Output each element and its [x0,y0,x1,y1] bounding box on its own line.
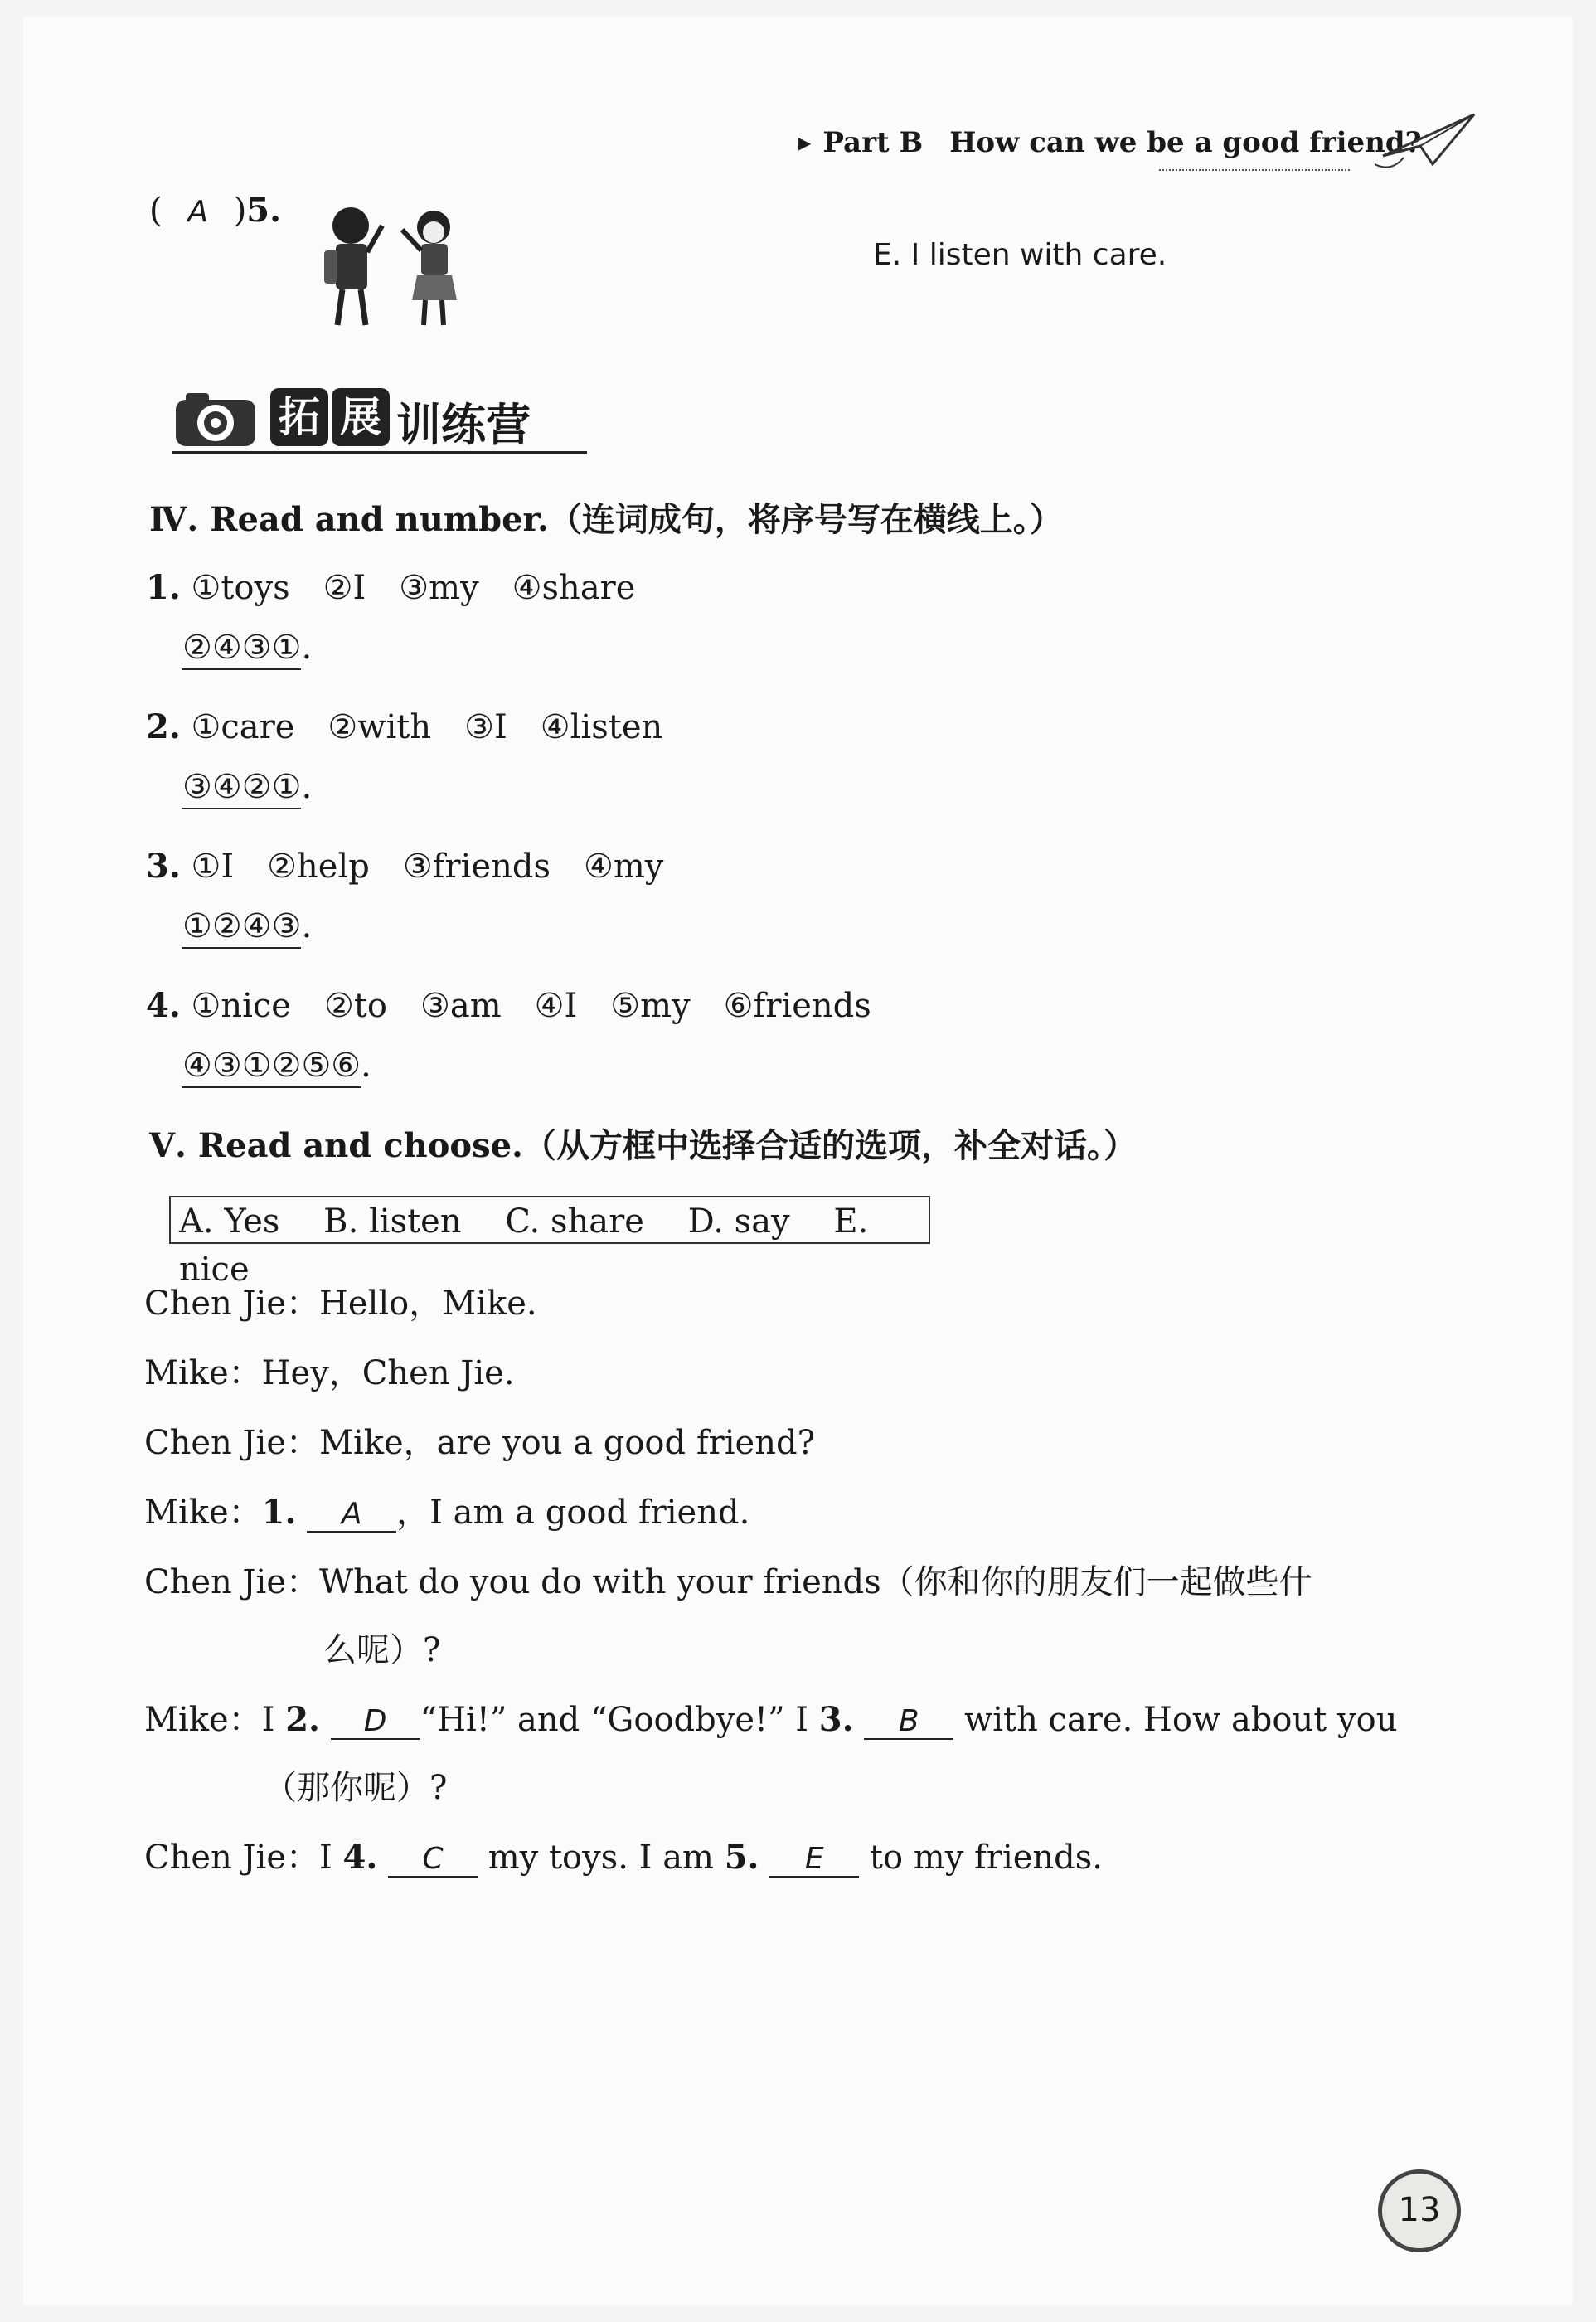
dialogue-line-6b: （那你呢）? [264,1769,448,1807]
workbook-page [23,17,1573,2305]
two-children-greeting-illustration [301,192,483,333]
option-b: B. listen [323,1202,462,1241]
section-4-heading: Ⅳ. Read and number.（连词成句，将序号写在横线上。） [149,500,1063,539]
paper-plane-icon [1375,106,1482,172]
page-header [798,126,1422,159]
item-4-words: 4. ①nice ②to ③am ④I ⑤my ⑥friends [146,986,871,1025]
item-5-answer: ( A )5. [149,191,282,230]
blank-5-answer: E [769,1843,859,1878]
dialogue-line-1: Chen Jie：Hello，Mike. [144,1285,537,1323]
item-5-number: 5. [246,191,282,230]
item-4-handwritten-answer: ④③①②⑤⑥ [182,1048,361,1088]
item-2-answer-line: ③④②①. [182,768,312,809]
option-e: E. nice [179,1202,869,1289]
option-c: C. share [505,1202,644,1241]
item-5-handwritten-answer: A [187,195,208,229]
option-a: A. Yes [179,1202,280,1241]
header-unit-question: How can we be a good friend? [949,126,1422,159]
banner-underline [172,451,587,454]
section-5-heading: Ⅴ. Read and choose.（从方框中选择合适的选项，补全对话。） [149,1126,1137,1165]
item-2-handwritten-answer: ③④②① [182,770,301,809]
header-part: Part B [822,126,924,159]
dialogue-line-5: Chen Jie：What do you do with your friends（你和你的朋友们一起做些什 [144,1563,1312,1601]
dialogue-line-6: Mike：I 2. D “Hi!” and “Goodbye!” I 3. B with care. How about you [144,1700,1398,1739]
section-banner [172,372,620,463]
dialogue-line-3: Chen Jie：Mike，are you a good friend? [144,1424,816,1462]
item-2-words: 2. ①care ②with ③I ④listen [146,707,663,746]
dialogue-line-4: Mike：1. A ，I am a good friend. [144,1493,750,1532]
item-1-answer-line: ②④③①. [182,629,312,670]
page-number-badge: 13 [1378,2169,1461,2252]
dialogue-line-7: Chen Jie：I 4. C my toys. I am 5. E to my friends. [144,1838,1104,1877]
dialogue-line-5b: 么呢）? [323,1631,441,1669]
triangle-bullet-icon: ▶ [798,133,812,153]
item-1-words: 1. ①toys ②I ③my ④share [146,568,636,607]
banner-title: 训练营 [396,399,531,451]
option-e-text: E. I listen with care. [873,238,1167,272]
item-1-handwritten-answer: ②④③① [182,630,301,670]
camera-icon [172,390,260,449]
item-3-answer-line: ①②④③. [182,907,312,949]
blank-2-answer: D [331,1705,420,1740]
header-dotted-line [1159,169,1350,172]
dialogue-line-2: Mike：Hey，Chen Jie. [144,1354,515,1392]
banner-char-2: 展 [332,388,390,446]
options-box [169,1196,930,1289]
blank-1-answer: A [307,1498,396,1533]
item-3-words: 3. ①I ②help ③friends ④my [146,847,664,886]
blank-3-answer: B [864,1705,953,1740]
blank-4-answer: C [388,1843,478,1878]
item-4-answer-line: ④③①②⑤⑥. [182,1047,371,1088]
item-3-handwritten-answer: ①②④③ [182,909,301,949]
banner-char-1: 拓 [270,388,328,446]
option-d: D. say [687,1202,790,1241]
